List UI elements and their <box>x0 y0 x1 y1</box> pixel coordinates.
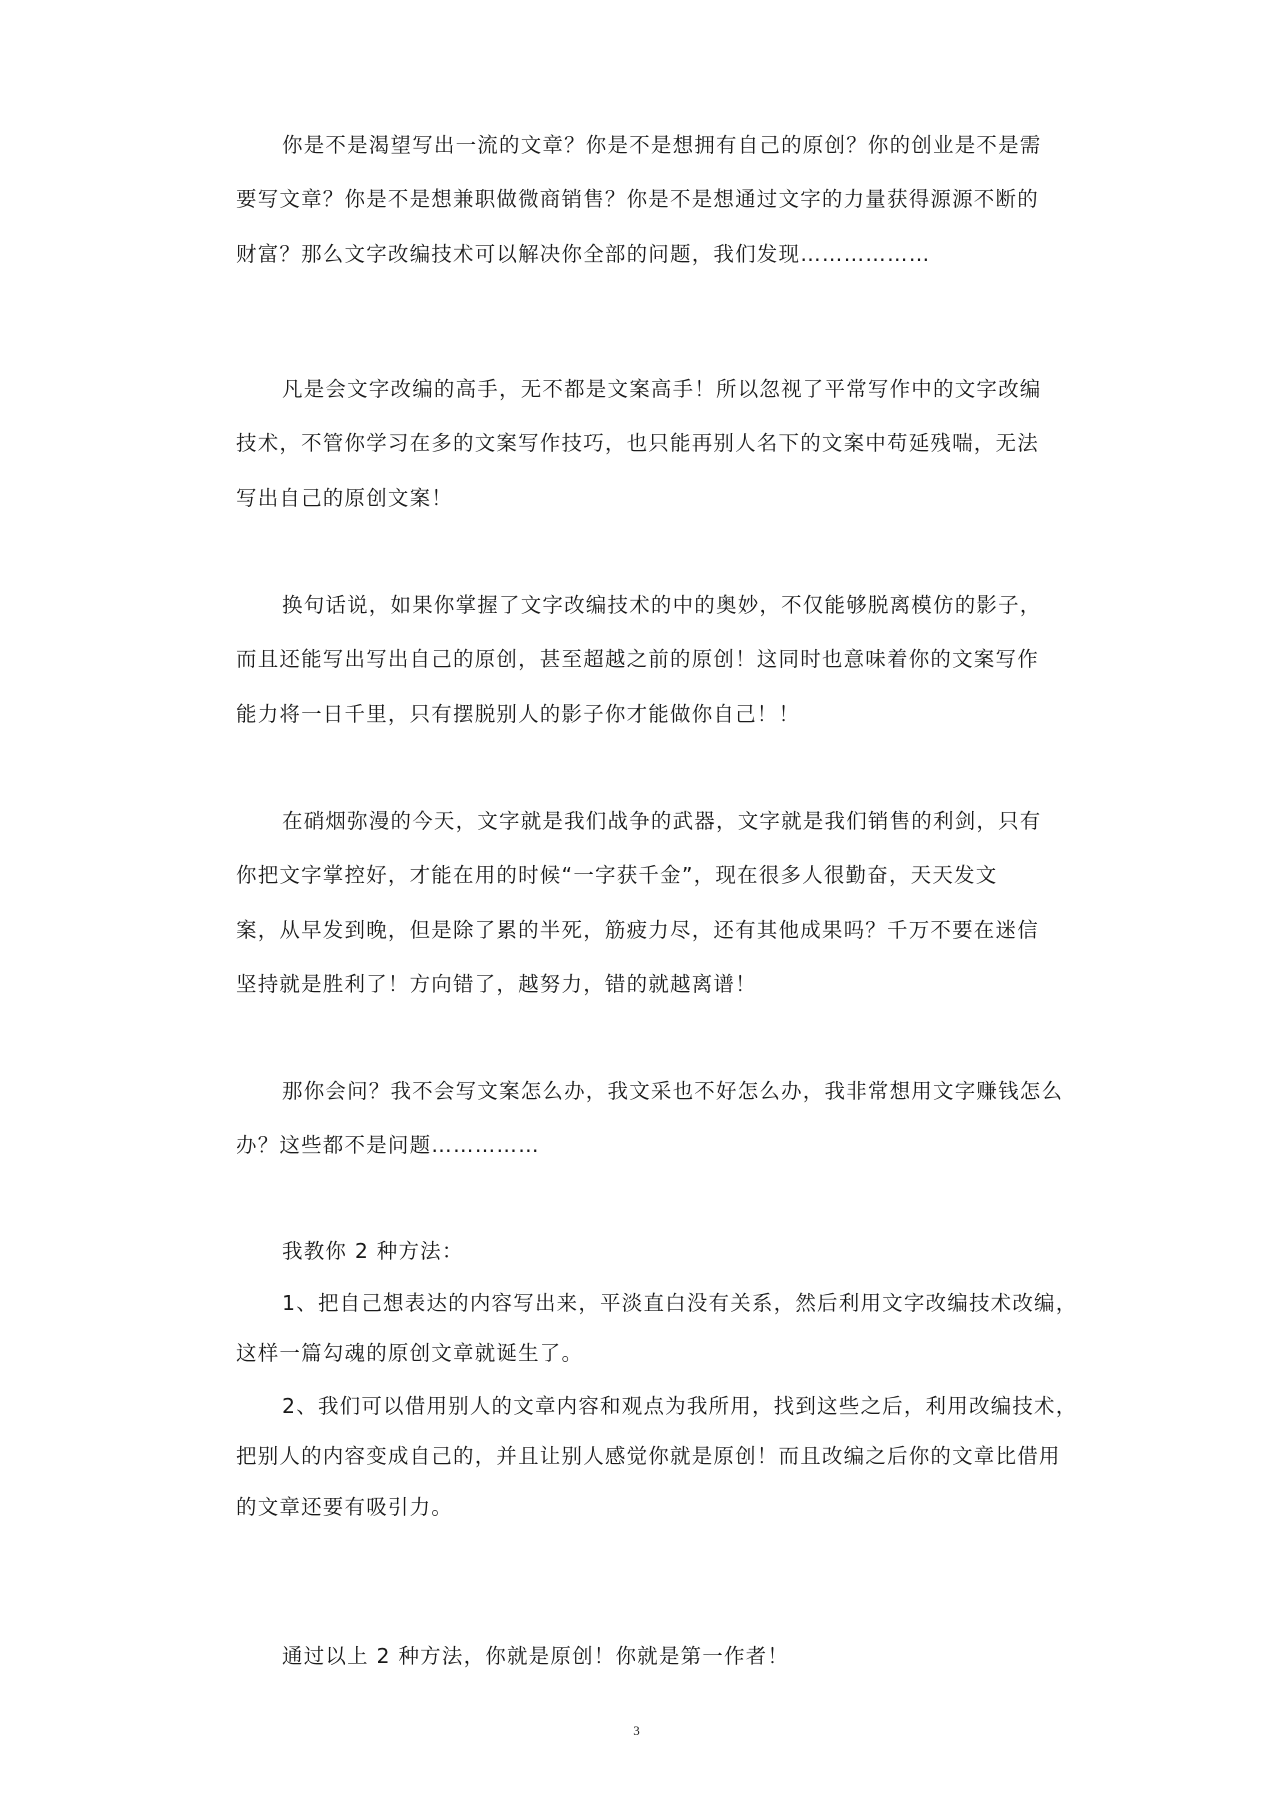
paragraph-5-line-2: 办？这些都不是问题…………… <box>236 1133 540 1157</box>
paragraph-2-line-3: 写出自己的原创文案！ <box>236 486 453 510</box>
paragraph-1-line-1: 你是不是渴望写出一流的文章？你是不是想拥有自己的原创？你的创业是不是需 <box>282 133 1042 157</box>
paragraph-9-line-1: 通过以上 2 种方法，你就是原创！你就是第一作者！ <box>282 1644 790 1668</box>
paragraph-4-line-3: 案，从早发到晚，但是除了累的半死，筋疲力尽，还有其他成果吗？千万不要在迷信 <box>236 918 1039 942</box>
paragraph-4-line-4: 坚持就是胜利了！方向错了，越努力，错的就越离谱！ <box>236 972 757 996</box>
paragraph-3-line-2: 而且还能写出写出自己的原创，甚至超越之前的原创！这同时也意味着你的文案写作 <box>236 647 1039 671</box>
paragraph-3-line-1: 换句话说，如果你掌握了文字改编技术的中的奥妙，不仅能够脱离模仿的影子， <box>282 593 1042 617</box>
paragraph-8-line-3: 的文章还要有吸引力。 <box>236 1495 453 1519</box>
paragraph-7-line-1: 1、把自己想表达的内容写出来，平淡直白没有关系，然后利用文字改编技术改编， <box>282 1291 1078 1315</box>
paragraph-3-line-3: 能力将一日千里，只有摆脱别人的影子你才能做你自己！！ <box>236 702 801 726</box>
paragraph-7-line-2: 这样一篇勾魂的原创文章就诞生了。 <box>236 1341 584 1365</box>
paragraph-1-line-2: 要写文章？你是不是想兼职做微商销售？你是不是想通过文字的力量获得源源不断的 <box>236 187 1039 211</box>
paragraph-6-line-1: 我教你 2 种方法： <box>282 1239 464 1263</box>
paragraph-2-line-2: 技术，不管你学习在多的文案写作技巧，也只能再别人名下的文案中苟延残喘，无法 <box>236 431 1039 455</box>
paragraph-4-line-1: 在硝烟弥漫的今天，文字就是我们战争的武器，文字就是我们销售的利剑，只有 <box>282 809 1042 833</box>
page-number: 3 <box>633 1723 640 1738</box>
paragraph-8-line-1: 2、我们可以借用别人的文章内容和观点为我所用，找到这些之后，利用改编技术， <box>282 1394 1078 1418</box>
paragraph-2-line-1: 凡是会文字改编的高手，无不都是文案高手！所以忽视了平常写作中的文字改编 <box>282 377 1042 401</box>
paragraph-1-line-3: 财富？那么文字改编技术可以解决你全部的问题，我们发现……………… <box>236 242 931 266</box>
paragraph-4-line-2: 你把文字掌控好，才能在用的时候“一字获千金”，现在很多人很勤奋，天天发文 <box>236 863 998 887</box>
paragraph-5-line-1: 那你会问？我不会写文案怎么办，我文采也不好怎么办，我非常想用文字赚钱怎么 <box>282 1079 1064 1103</box>
paragraph-8-line-2: 把别人的内容变成自己的，并且让别人感觉你就是原创！而且改编之后你的文章比借用 <box>236 1444 1061 1468</box>
